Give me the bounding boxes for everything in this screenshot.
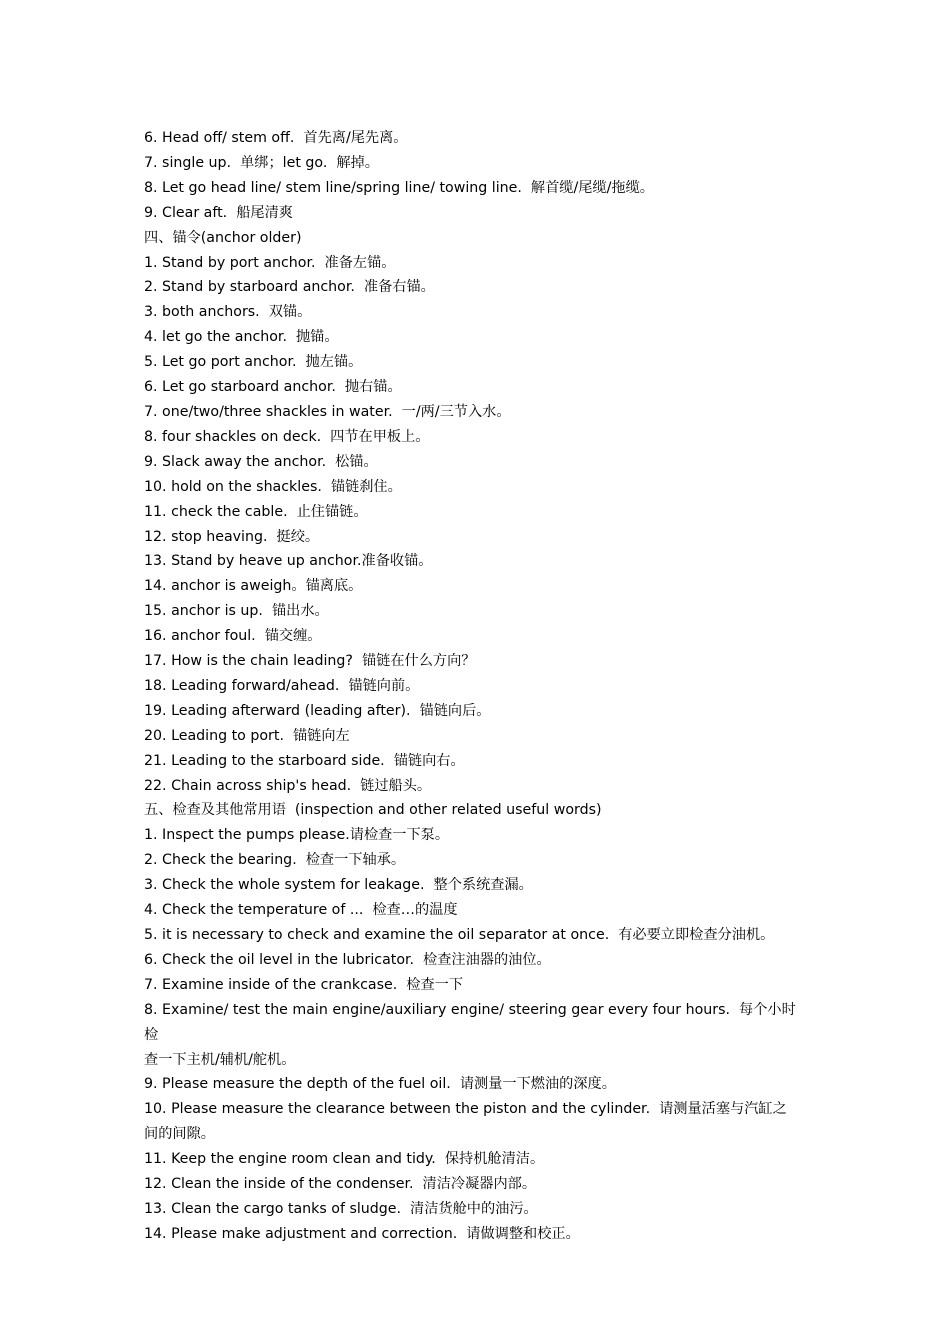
- section-heading-inspection: 五、检查及其他常用语 (inspection and other related useful words): [144, 802, 602, 819]
- text-line: 7. one/two/three shackles in water. 一/两/三节入水。: [144, 403, 511, 420]
- text-line: 7. Examine inside of the crankcase. 检查一下: [144, 976, 464, 993]
- text-line: 1. Stand by port anchor. 准备左锚。: [144, 254, 396, 271]
- text-line: 9. Please measure the depth of the fuel oil. 请测量一下燃油的深度。: [144, 1076, 616, 1093]
- text-line: 20. Leading to port. 锚链向左: [144, 727, 350, 744]
- text-line: 9. Clear aft. 船尾清爽: [144, 204, 293, 221]
- text-line: 4. Check the temperature of ... 检查…的温度: [144, 902, 458, 919]
- text-line: 12. stop heaving. 挺绞。: [144, 528, 320, 545]
- document-body: [144, 126, 808, 1247]
- text-line: 13. Stand by heave up anchor.准备收锚。: [144, 553, 433, 570]
- text-line: 3. both anchors. 双锚。: [144, 304, 312, 321]
- text-line: 8. four shackles on deck. 四节在甲板上。: [144, 428, 430, 445]
- text-line: 8. Examine/ test the main engine/auxiliary engine/ steering gear every four hours. 每个小时检: [144, 1001, 796, 1043]
- text-line: 5. Let go port anchor. 抛左锚。: [144, 354, 363, 371]
- text-line: 2. Stand by starboard anchor. 准备右锚。: [144, 279, 435, 296]
- text-line: 22. Chain across ship's head. 链过船头。: [144, 777, 432, 794]
- text-line: 7. single up. 单绑；let go. 解掉。: [144, 154, 379, 171]
- text-line: 间的间隙。: [144, 1126, 215, 1143]
- text-line: 11. check the cable. 止住锚链。: [144, 503, 368, 520]
- text-line: 4. let go the anchor. 抛锚。: [144, 329, 339, 346]
- text-line: 18. Leading forward/ahead. 锚链向前。: [144, 677, 420, 694]
- text-line: 查一下主机/辅机/舵机。: [144, 1051, 296, 1068]
- text-line: 3. Check the whole system for leakage. 整个系统查漏。: [144, 877, 533, 894]
- text-line: 1. Inspect the pumps please.请检查一下泵。: [144, 827, 450, 844]
- text-line: 12. Clean the inside of the condenser. 清洁冷凝器内部。: [144, 1176, 537, 1193]
- text-line: 19. Leading afterward (leading after). 锚链向后。: [144, 702, 491, 719]
- text-line: 15. anchor is up. 锚出水。: [144, 603, 329, 620]
- text-line: 10. hold on the shackles. 锚链刹住。: [144, 478, 402, 495]
- text-line: 10. Please measure the clearance between the piston and the cylinder. 请测量活塞与汽缸之: [144, 1101, 787, 1118]
- text-line: 17. How is the chain leading? 锚链在什么方向？: [144, 653, 476, 670]
- text-line: 6. Head off/ stem off. 首先离/尾先离。: [144, 130, 408, 146]
- text-line: 6. Let go starboard anchor. 抛右锚。: [144, 379, 402, 396]
- section-heading-anchor-orders: 四、锚令(anchor older): [144, 229, 302, 246]
- text-line: 9. Slack away the anchor. 松锚。: [144, 453, 378, 470]
- text-line: 14. anchor is aweigh。锚离底。: [144, 578, 363, 595]
- text-line: 13. Clean the cargo tanks of sludge. 清洁货舱中的油污。: [144, 1200, 538, 1217]
- text-line: 2. Check the bearing. 检查一下轴承。: [144, 852, 406, 869]
- text-line: 6. Check the oil level in the lubricator. 检查注油器的油位。: [144, 951, 551, 968]
- text-line: 14. Please make adjustment and correction. 请做调整和校正。: [144, 1225, 580, 1242]
- text-line: 21. Leading to the starboard side. 锚链向右。: [144, 752, 465, 769]
- text-line: 5. it is necessary to check and examine the oil separator at once. 有必要立即检查分油机。: [144, 927, 775, 943]
- text-line: 11. Keep the engine room clean and tidy. 保持机舱清洁。: [144, 1151, 545, 1168]
- text-line: 8. Let go head line/ stem line/spring line/ towing line. 解首缆/尾缆/拖缆。: [144, 179, 654, 196]
- text-line: 16. anchor foul. 锚交缠。: [144, 628, 322, 645]
